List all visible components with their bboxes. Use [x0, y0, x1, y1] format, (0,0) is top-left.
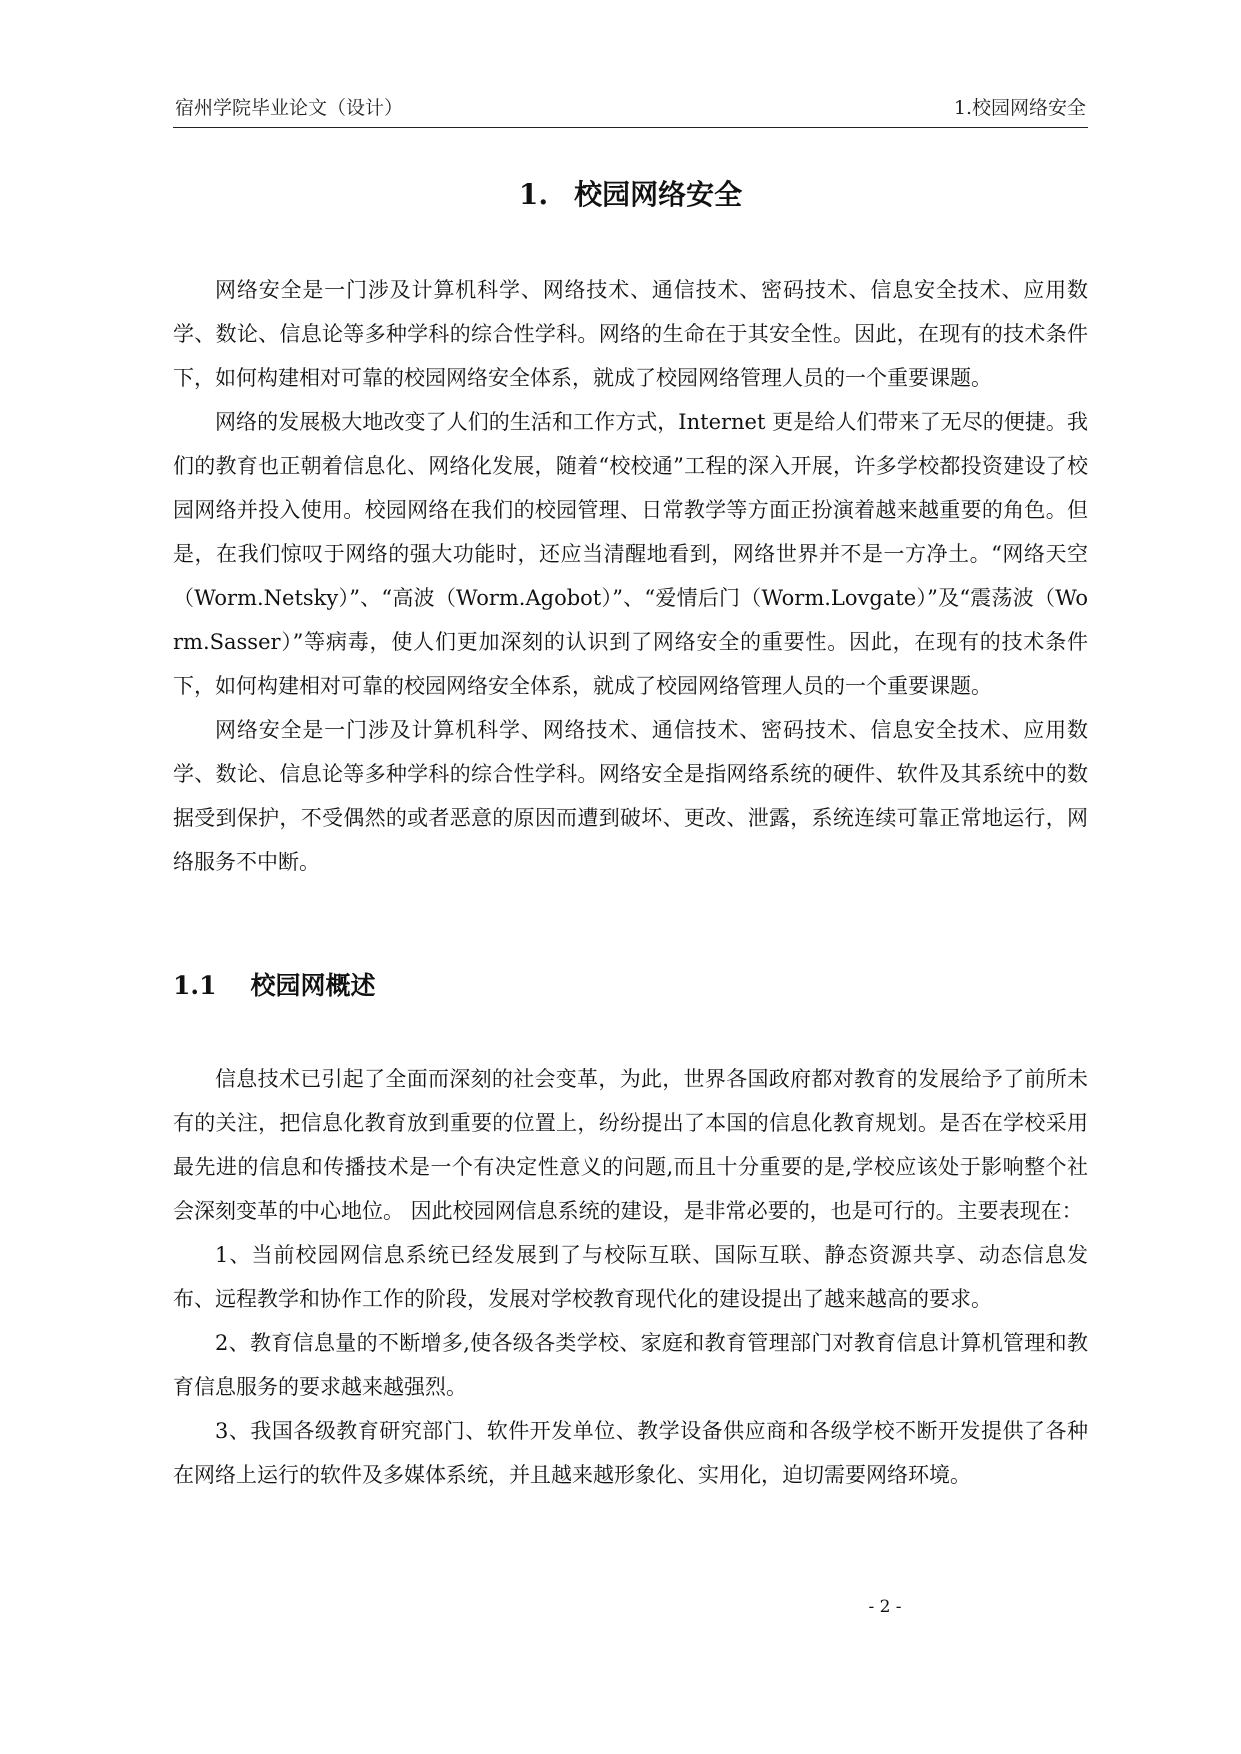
section-number: 1.1 — [173, 971, 217, 1000]
section-title: 校园网概述 — [250, 971, 376, 1000]
list-item-paragraph: 1、当前校园网信息系统已经发展到了与校际互联、国际互联、静态资源共享、动态信息发布、远程教学和协作工作的阶段，发展对学校教育现代化的建设提出了越来越高的要求。 — [173, 1243, 1088, 1311]
body-paragraph: 网络安全是一门涉及计算机科学、网络技术、通信技术、密码技术、信息安全技术、应用数学、数论、信息论等多种学科的综合性学科。网络安全是指网络系统的硬件、软件及其系统中的数据受到保护，不受偶然的或者恶意的原因而遭到破坏、更改、泄露，系统连续可靠正常地运行，网络服务不中断。 — [173, 718, 1088, 874]
header-chapter-title: 1.校园网络安全 — [953, 97, 1086, 119]
body-paragraph: 网络的发展极大地改变了人们的生活和工作方式，Internet 更是给人们带来了无尽的便捷。我们的教育也正朝着信息化、网络化发展，随着“校校通”工程的深入开展，许多学校都投资建设了校园网络并投入使用。校园网络在我们的校园管理、日常教学等方面正扮演着越来越重要的角色。但是，在我们惊叹于网络的强大功能时，还应当清醒地看到，网络世界并不是一方净土。“网络天空（Worm.Netsky）”、“高波（Worm.Agobot）”、“爱情后门（Worm.Lovgate）”及“震荡波（Worm.Sasser）”等病毒，使人们更加深刻的认识到了网络安全的重要性。因此，在现有的技术条件下，如何构建相对可靠的校园网络安全体系，就成了校园网络管理人员的一个重要课题。 — [173, 410, 1088, 698]
chapter-body — [173, 268, 1088, 884]
body-paragraph: 信息技术已引起了全面而深刻的社会变革，为此，世界各国政府都对教育的发展给予了前所未有的关注，把信息化教育放到重要的位置上，纷纷提出了本国的信息化教育规划。是否在学校采用最先进的信息和传播技术是一个有决定性意义的问题,而且十分重要的是,学校应该处于影响整个社会深刻变革的中心地位。 因此校园网信息系统的建设，是非常必要的，也是可行的。主要表现在： — [173, 1067, 1088, 1223]
header-thesis-title: 宿州学院毕业论文（设计） — [175, 97, 404, 119]
chapter-number: 1. — [518, 178, 549, 211]
list-item-paragraph: 2、教育信息量的不断增多,使各级各类学校、家庭和教育管理部门对教育信息计算机管理和教育信息服务的要求越来越强烈。 — [173, 1331, 1088, 1399]
section-body — [173, 1057, 1088, 1497]
body-paragraph: 网络安全是一门涉及计算机科学、网络技术、通信技术、密码技术、信息安全技术、应用数学、数论、信息论等多种学科的综合性学科。网络的生命在于其安全性。因此，在现有的技术条件下，如何构建相对可靠的校园网络安全体系，就成了校园网络管理人员的一个重要课题。 — [173, 278, 1088, 390]
list-item-paragraph: 3、我国各级教育研究部门、软件开发单位、教学设备供应商和各级学校不断开发提供了各种在网络上运行的软件及多媒体系统，并且越来越形象化、实用化，迫切需要网络环境。 — [173, 1419, 1088, 1487]
chapter-heading — [173, 175, 1088, 215]
section-heading — [173, 968, 376, 1004]
page-header — [173, 93, 1088, 128]
chapter-title: 校园网络安全 — [574, 178, 743, 211]
page-number: - 2 - — [868, 1597, 902, 1617]
